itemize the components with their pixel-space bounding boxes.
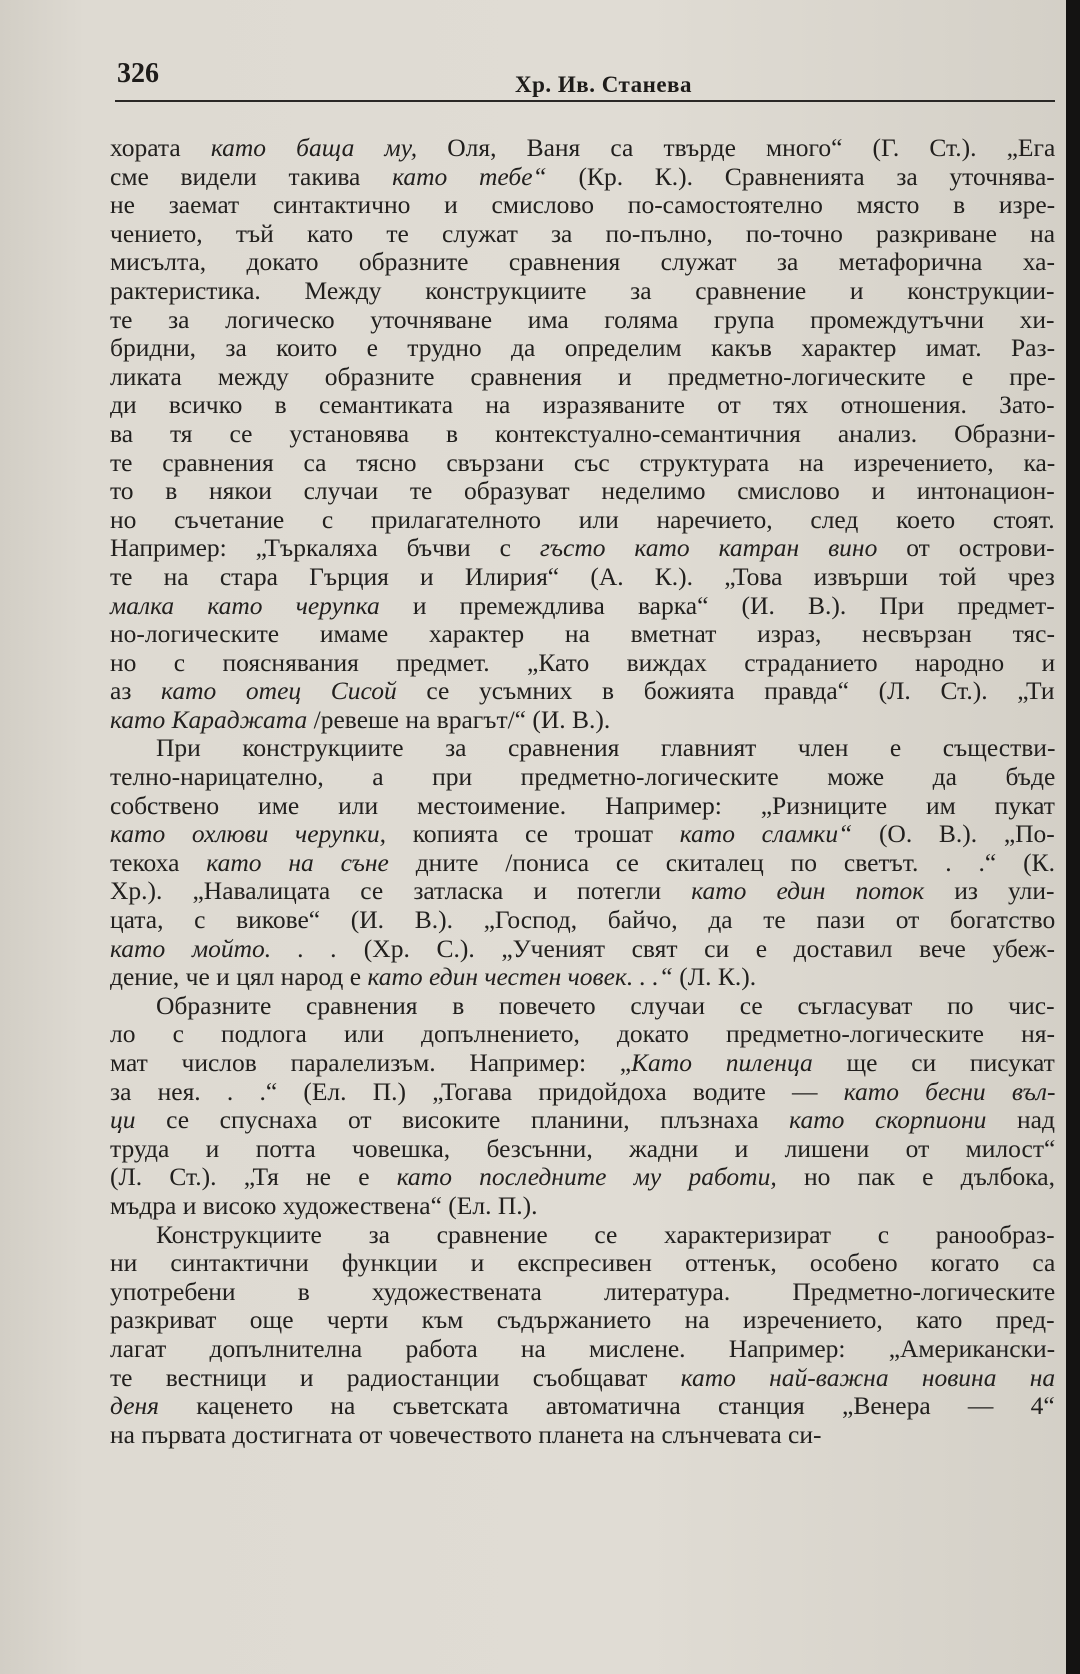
text-run: ло с подлога или допълнението, докато предметно-логическите ня- (110, 1019, 1055, 1049)
text-line (110, 534, 1055, 563)
text-line (110, 792, 1055, 821)
italic-example: малка като черупка (110, 590, 380, 620)
text-run: (О. В.). „По- (852, 819, 1055, 849)
text-line (110, 477, 1055, 506)
text-run: то в някои случаи те образуват неделимо смислово и интонацион- (110, 476, 1055, 506)
text-line (110, 1078, 1055, 1107)
italic-example: като баща му, (210, 133, 418, 162)
text-line (110, 1221, 1055, 1250)
text-run: но пак е дълбока, (776, 1162, 1055, 1192)
italic-example: като мойто. . . (110, 933, 338, 963)
text-run: труда и потта човешка, безсънни, жадни и лишени от милост“ (110, 1133, 1056, 1163)
text-run: текоха (110, 847, 207, 877)
text-line (110, 134, 1055, 163)
text-run: те сравнения са тясно свързани със структурата на изречението, ка- (110, 447, 1056, 477)
text-line (110, 191, 1055, 220)
italic-example: като Караджата (110, 704, 308, 734)
italic-example: като бесни въл- (843, 1076, 1056, 1106)
text-run: каценето на съветската автоматична станция „Венера — 4“ (159, 1391, 1055, 1421)
text-run: бридни, за които е трудно да определим какъв характер имат. Раз- (110, 333, 1056, 363)
text-run: лагат допълнителна работа на мислене. Например: „Американски- (110, 1333, 1056, 1363)
text-run: собствено име или местоимение. Например: „Ризниците им пукат (110, 790, 1055, 820)
text-run: от острови- (877, 533, 1055, 563)
text-run: употребени в художествената литература. Предметно-логическите (110, 1276, 1056, 1306)
italic-example: като един поток (691, 876, 925, 906)
text-line (110, 163, 1055, 192)
text-run: се усъмних в божията правда“ (Л. Ст.). „Ти (396, 676, 1055, 706)
text-run: /ревеше на врагът/“ (И. В.). (307, 704, 611, 734)
text-line (110, 1364, 1055, 1393)
text-line (110, 1421, 1055, 1450)
italic-example: Като пиленца (631, 1048, 813, 1077)
text-line (110, 1020, 1055, 1049)
text-run: мисълта, докато образните сравнения служат за метафорична ха- (110, 247, 1055, 277)
text-line (110, 734, 1055, 763)
text-line (110, 277, 1055, 306)
text-run: и премеждлива варка“ (И. В.). При предмет- (379, 590, 1055, 620)
text-run: (Кр. К.). Сравненията за уточнява- (546, 161, 1055, 191)
text-line (110, 877, 1055, 906)
text-line (110, 649, 1055, 678)
text-run: не заемат синтактично и смислово по-самостоятелно място в изре- (110, 190, 1056, 220)
text-run: Образните сравнения в повечето случаи се съгласуват по чис- (156, 990, 1055, 1020)
text-line (110, 1306, 1055, 1335)
italic-example: като един честен човек. . .“ (367, 962, 673, 992)
text-run: разкриват още черти към съдържанието на изречението, като пред- (110, 1305, 1055, 1335)
text-run: ни синтактични функции и експресивен оттенък, особено когато са (110, 1248, 1056, 1278)
text-run: мат числов паралелизъм. Например: „ (110, 1048, 632, 1077)
italic-example: гъсто като катран вино (539, 533, 878, 563)
text-line (110, 1392, 1055, 1421)
text-line (110, 1163, 1055, 1192)
text-line (110, 506, 1055, 535)
text-run: рактеристика. Между конструкциите за сравнение и конструкции- (110, 275, 1055, 305)
text-line (110, 1135, 1055, 1164)
italic-example: като скорпиони (789, 1105, 987, 1135)
paragraph (110, 134, 1055, 734)
text-run: цата, с викове“ (И. В.). „Господ, байчо, да те пази от богатство (110, 905, 1056, 935)
italic-example: като на съне (206, 847, 389, 877)
text-line (110, 963, 1055, 992)
text-line (110, 1335, 1055, 1364)
text-run: (Л. Ст.). „Тя не е (110, 1162, 397, 1192)
italic-example: като тебе“ (392, 161, 547, 191)
text-run: те вестници и радиостанции съобщават (110, 1362, 681, 1392)
text-line (110, 449, 1055, 478)
text-run: те за логическо уточняване има голяма група промеждутъчни хи- (110, 304, 1055, 334)
text-line (110, 220, 1055, 249)
text-run: Конструкциите за сравнение се характеризират с ранообраз- (156, 1219, 1055, 1249)
text-line (110, 992, 1055, 1021)
text-line (110, 1192, 1055, 1221)
text-run: за нея. . .“ (Ел. П.) „Тогава придойдоха водите — (110, 1076, 844, 1106)
italic-example: като отец Сисой (161, 676, 397, 706)
text-run: се спуснаха от високите планини, плъзнаха (135, 1105, 790, 1135)
paragraph (110, 734, 1055, 991)
text-run: (Хр. С.). „Ученият свят си е доставил вече убеж- (337, 933, 1055, 963)
text-line (110, 306, 1055, 335)
text-run: ще си писукат (812, 1048, 1055, 1077)
text-run: но с пояснявания предмет. „Като виждах страданието народно и (110, 647, 1056, 677)
text-line (110, 849, 1055, 878)
page-body (110, 134, 1055, 1449)
page-edge-shadow (1066, 0, 1080, 1674)
text-run: из ули- (924, 876, 1055, 906)
text-run: ликата между образните сравнения и предметно-логическите е пре- (110, 361, 1056, 391)
text-line (110, 706, 1055, 735)
italic-example: ци (110, 1105, 136, 1135)
text-line (110, 906, 1055, 935)
text-run: Оля, Ваня са твърде много“ (Г. Ст.). „Ега (417, 133, 1056, 162)
text-line (110, 763, 1055, 792)
text-line (110, 248, 1055, 277)
text-run: копията се трошат (386, 819, 680, 849)
text-run: но-логическите имаме характер на вметнат израз, несвързан тяс- (110, 619, 1055, 649)
text-line (110, 820, 1055, 849)
text-line (110, 1249, 1055, 1278)
text-run: Например: „Търкаляха бъчви с (110, 533, 540, 563)
text-run: над (986, 1105, 1055, 1135)
text-line (110, 563, 1055, 592)
paragraph (110, 992, 1055, 1221)
running-head: Хр. Ив. Станева (515, 72, 692, 97)
text-run: При конструкциите за сравнения главният член е съществи- (156, 733, 1056, 763)
text-line (110, 935, 1055, 964)
text-run: дните /пониса се скиталец по светът. . .“ (К. (388, 847, 1055, 877)
text-line (110, 391, 1055, 420)
text-line (110, 677, 1055, 706)
text-line (110, 1049, 1055, 1078)
text-line (110, 334, 1055, 363)
text-run: телно-нарицателно, а при предметно-логическите може да бъде (110, 762, 1056, 792)
text-run: чението, тъй като те служат за по-пълно, по-точно разкриване на (110, 218, 1056, 248)
text-run: Хр.). „Навалицата се затласка и потегли (110, 876, 692, 906)
text-run: ва тя се установява в контекстуално-семантичния анализ. Образни- (110, 418, 1056, 448)
italic-example: като най-важна новина на (680, 1362, 1056, 1392)
page-header (115, 58, 1060, 108)
page-number: 326 (117, 58, 159, 89)
header-rule (115, 100, 1055, 102)
text-run: дение, че и цял народ е (110, 962, 368, 992)
italic-example: като последните му работи, (396, 1162, 777, 1192)
text-run: мъдра и високо художествена“ (Ел. П.). (110, 1190, 538, 1220)
text-run: аз (110, 676, 162, 706)
text-run: ди всичко в семантиката на изразяваните от тях отношения. Зато- (110, 390, 1055, 420)
text-run: на първата достигната от човечеството планета на слънчевата си- (110, 1419, 822, 1449)
text-line (110, 363, 1055, 392)
text-line (110, 620, 1055, 649)
text-run: сме видели такива (110, 161, 393, 191)
text-line (110, 1278, 1055, 1307)
paragraph (110, 1221, 1055, 1450)
text-line (110, 420, 1055, 449)
text-line (110, 1106, 1055, 1135)
text-run: (Л. К.). (672, 962, 757, 992)
text-run: хората (110, 133, 211, 162)
italic-example: като охлюви черупки, (110, 819, 387, 849)
text-run: те на стара Гърция и Илирия“ (А. К.). „Това извърши той чрез (110, 561, 1055, 591)
text-line (110, 592, 1055, 621)
italic-example: деня (110, 1391, 160, 1421)
text-run: но съчетание с прилагателното или наречието, след което стоят. (110, 504, 1055, 534)
italic-example: като сламки“ (679, 819, 853, 849)
